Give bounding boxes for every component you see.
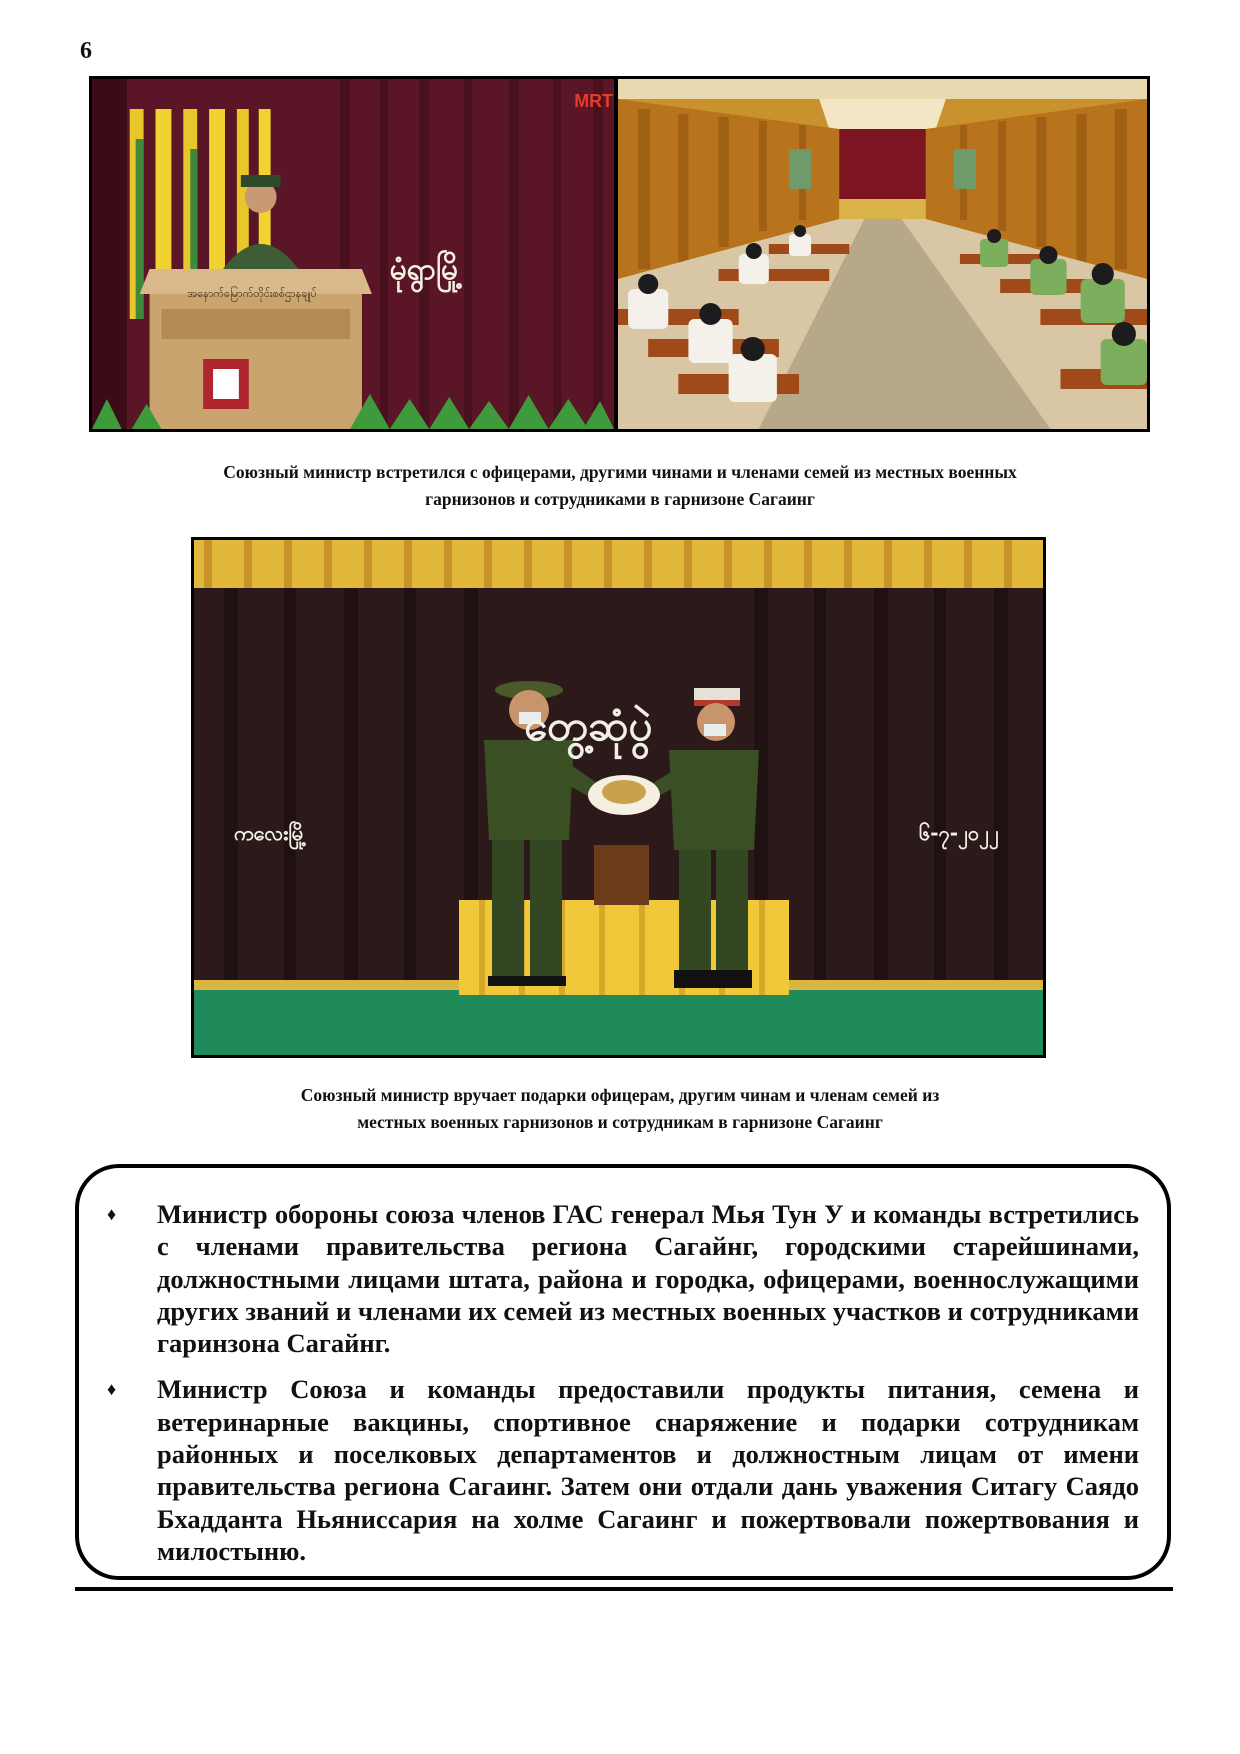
- caption-first-line1: Союзный министр встретился с офицерами, другими чинами и членами семей из местных военных: [223, 462, 1017, 482]
- backdrop-text: မုံရွာမြို့: [389, 251, 463, 288]
- caption-first-line2: гарнизонов и сотрудниками в гарнизоне Сагаинг: [425, 489, 815, 509]
- info-bullet-text: Министр Союза и команды предоставили продукты питания, семена и ветеринарные вакцины, спортивное снаряжение и подарки сотрудникам районных и поселковых департаментов и должностным лицам от имени правительства региона Сагаинг. Затем они отдали дань уважения Ситагу Саядо Бхадданта Ньяниссария на холме Сагаинг и пожертвовали пожертвования и милостыню.: [157, 1374, 1139, 1566]
- caption-first: [100, 459, 1140, 513]
- info-box: [75, 1164, 1171, 1580]
- info-bullet-item: [101, 1198, 1139, 1359]
- caption-second-line1: Союзный министр вручает подарки офицерам, другим чинам и членам семей из: [300, 1085, 940, 1105]
- caption-second-line2: местных военных гарнизонов и сотрудникам в гарнизоне Сагаинг: [357, 1112, 883, 1132]
- info-bullet-item: [101, 1373, 1139, 1567]
- ceremony-backdrop-left: ကလေးမြို့: [234, 821, 307, 845]
- bottom-divider: [75, 1587, 1173, 1591]
- podium-text: အနောက်မြောက်တိုင်းစစ်ဌာနချုပ်: [187, 286, 317, 301]
- photo-minister-speech-image: [92, 79, 614, 429]
- photo-gift-ceremony: [191, 537, 1046, 1058]
- top-photo-row: [89, 76, 1150, 432]
- page-number: 6: [80, 38, 92, 64]
- caption-second: [160, 1082, 1080, 1136]
- diamond-bullet-icon: ♦: [107, 1204, 117, 1224]
- ceremony-backdrop-title: တွေ့ဆုံပွဲ: [524, 701, 653, 750]
- photo-audience-hall-image: [618, 79, 1147, 429]
- diamond-bullet-icon: ♦: [107, 1379, 117, 1400]
- photo-audience-hall: [618, 79, 1147, 429]
- photo-gift-ceremony-image: [194, 540, 1043, 1055]
- info-bullet-text: Министр обороны союза членов ГАС генерал Мья Тун У и команды встретились с членами правительства региона Сагайнг, городскими старейшинами, должностными лицами штата, района и городка, офицерами, военнослужащими других званий и членами их семей из местных военных участков и сотрудниками гаринзона Сагайнг.: [157, 1199, 1139, 1359]
- mrtv-logo: MRT: [574, 90, 613, 112]
- photo-minister-speech: [92, 79, 618, 429]
- ceremony-backdrop-right: ၆-၇-၂၀၂၂: [919, 821, 999, 845]
